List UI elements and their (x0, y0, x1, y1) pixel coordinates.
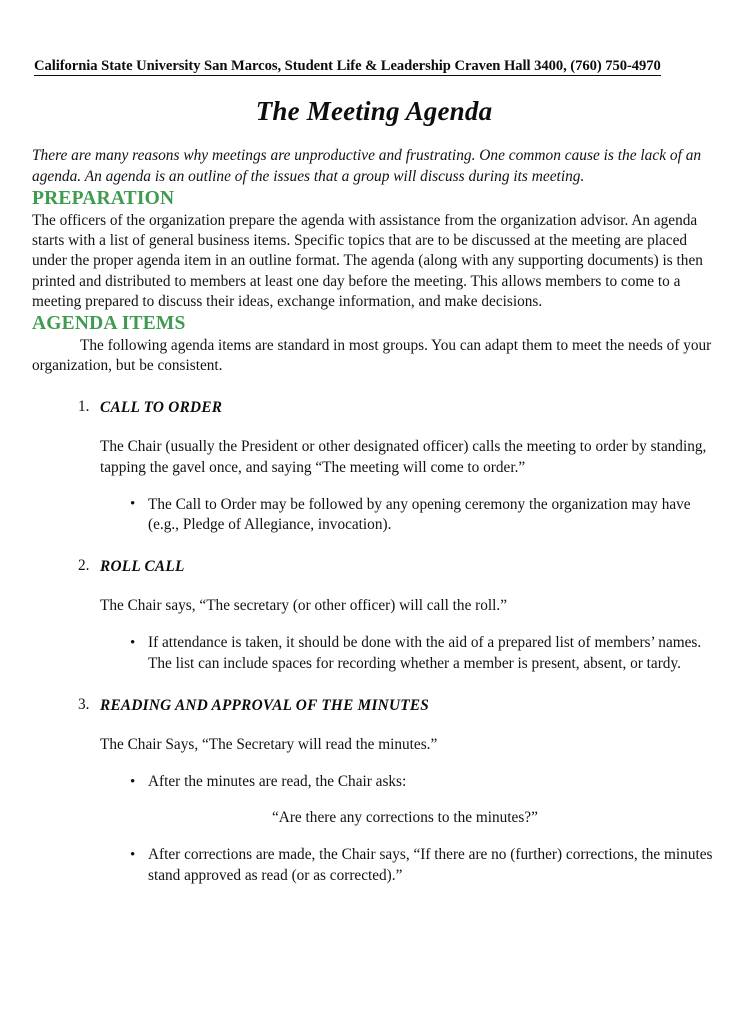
agenda-item-bullets (100, 772, 714, 792)
agenda-item-title: ROLL CALL (100, 558, 185, 576)
agenda-item-body: The Chair says, “The secretary (or other officer) will call the roll.” (100, 597, 508, 615)
list-item (100, 772, 714, 792)
intro-paragraph: There are many reasons why meetings are unproductive and frustrating. One common cause is the lack of an agenda. An agenda is an outline of the issues that a group will discuss during its meeting. (32, 147, 702, 185)
agenda-item (32, 696, 714, 886)
agenda-item-title: CALL TO ORDER (100, 399, 223, 417)
bullet-text: If attendance is taken, it should be done with the aid of a prepared list of members’ names. The list can include spaces for recording whether a member is present, absent, or tardy. (148, 634, 702, 672)
bullet-point-icon: • (130, 846, 136, 863)
section-heading-preparation: PREPARATION (32, 188, 175, 209)
list-item (100, 633, 714, 673)
agenda-item (32, 557, 714, 674)
bullet-point-icon: • (130, 773, 136, 790)
agenda-item-number: 1. (78, 398, 90, 416)
agenda-item-number: 2. (78, 557, 90, 575)
agenda-item-quote: “Are there any corrections to the minutes?” (272, 809, 538, 827)
preparation-paragraph: The officers of the organization prepare the agenda with assistance from the organization advisor. An agenda starts with a list of general business items. Specific topics that are to be discussed at the meeting are placed under the proper agenda item in an outline format. The agenda (along with any supporting documents) is then printed and distributed to members at least one day before the meeting. This allows members to come to a meeting prepared to discuss their ideas, exchange information, and make decisions. (32, 212, 703, 310)
bullet-text: After the minutes are read, the Chair asks: (148, 773, 407, 791)
document-body (32, 146, 714, 886)
agenda-item-bullets-after-quote (100, 845, 714, 885)
running-header-text: California State University San Marcos, Student Life & Leadership Craven Hall 3400, (760) 750-4970 (34, 58, 661, 74)
section-heading-agenda-items: AGENDA ITEMS (32, 313, 186, 335)
agenda-item-bullets (100, 495, 714, 535)
agenda-items-paragraph: The following agenda items are standard in most groups. You can adapt them to meet the needs of your organization, but be consistent. (32, 337, 712, 375)
list-item (100, 845, 714, 885)
bullet-text: The Call to Order may be followed by any opening ceremony the organization may have (e.g., Pledge of Allegiance, invocation). (148, 495, 691, 534)
agenda-item-number: 3. (78, 695, 90, 713)
agenda-item (32, 398, 714, 535)
bullet-text: After corrections are made, the Chair says, “If there are no (further) corrections, the minutes stand approved as read (or as corrected).” (148, 846, 713, 884)
agenda-item-body: The Chair Says, “The Secretary will read the minutes.” (100, 735, 438, 753)
bullet-point-icon: • (130, 634, 136, 651)
agenda-item-bullets (100, 633, 714, 673)
agenda-item-title: READING AND APPROVAL OF THE MINUTES (100, 696, 430, 714)
bullet-point-icon: • (130, 496, 136, 513)
page-title: The Meeting Agenda (255, 96, 493, 126)
running-header (34, 57, 734, 75)
agenda-item-body: The Chair (usually the President or other designated officer) calls the meeting to order by standing, tapping the gavel once, and saying “The meeting will come to order.” (100, 438, 707, 476)
agenda-item-list (32, 398, 714, 885)
list-item (100, 495, 714, 535)
